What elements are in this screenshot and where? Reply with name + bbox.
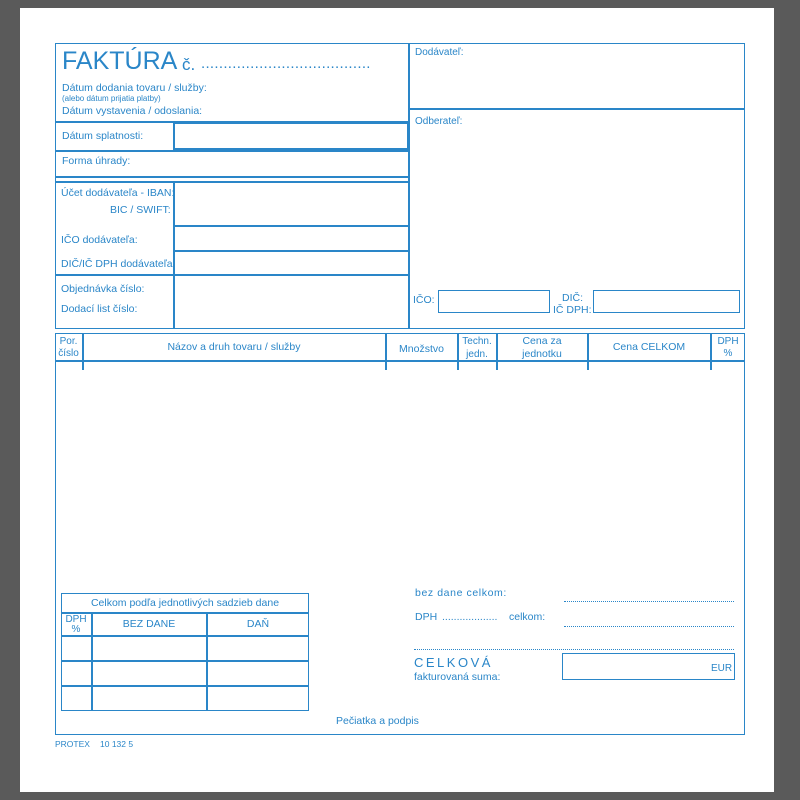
col-unit-header: Techn.	[462, 336, 492, 347]
row-divider	[61, 685, 309, 687]
invoice-form	[20, 8, 774, 792]
currency-label: EUR	[711, 663, 733, 674]
ico-supplier-label: IČO dodávateľa:	[61, 234, 138, 246]
iban-label: Účet dodávateľa - IBAN:	[61, 187, 175, 199]
divider	[409, 108, 745, 110]
vat-label: DPH	[415, 611, 438, 623]
form-code: 10 132 5	[100, 739, 134, 749]
col-name-header: Názov a druh tovaru / služby	[167, 341, 301, 353]
without-vat-line[interactable]	[564, 601, 734, 602]
col-total-header: Cena CELKOM	[612, 341, 686, 353]
divider	[55, 181, 409, 183]
delivery-note-label: Dodací list číslo:	[61, 303, 138, 315]
supplier-label: Dodávateľ:	[415, 47, 464, 58]
col-unit-header-2: jedn.	[466, 349, 488, 360]
vat-summary-title: Celkom podľa jednotlivých sadzieb dane	[90, 597, 280, 609]
col-por-header-2: číslo	[58, 348, 79, 359]
divider	[173, 181, 175, 329]
order-number-label: Objednávka číslo:	[61, 283, 145, 295]
due-date-field[interactable]	[173, 122, 409, 150]
vat-col-rate: DPH	[65, 614, 87, 625]
customer-label: Odberateľ:	[415, 116, 463, 127]
vat-col-rate-2: %	[71, 624, 81, 635]
divider	[55, 176, 409, 178]
divider	[55, 274, 409, 276]
col-por-header: Por.	[59, 336, 78, 347]
vat-summary-table	[61, 593, 309, 711]
invoice-number-label: č.	[182, 55, 196, 74]
row-divider	[61, 612, 309, 614]
grand-total-subtitle: fakturovaná suma:	[414, 671, 501, 683]
due-date-label: Dátum splatnosti:	[62, 130, 144, 142]
icdph-customer-label: IČ DPH:	[553, 304, 592, 316]
date-issue-label: Dátum vystavenia / odoslania:	[62, 105, 203, 117]
vat-rate-dots[interactable]: ...................	[442, 611, 498, 623]
dic-customer-label: DIČ:	[562, 292, 583, 304]
table-header-divider	[55, 360, 745, 362]
divider	[55, 150, 409, 152]
col-qty-header: Množstvo	[399, 343, 444, 355]
ico-customer-label: IČO:	[413, 294, 435, 306]
row-divider	[61, 635, 309, 637]
divider	[173, 225, 409, 227]
ico-customer-field[interactable]	[438, 290, 550, 313]
date-delivery-note: (alebo dátum prijatia platby)	[62, 94, 161, 103]
payment-form-label: Forma úhrady:	[62, 155, 131, 167]
dic-customer-field[interactable]	[593, 290, 740, 313]
vat-total-label: celkom:	[509, 611, 546, 623]
row-divider	[61, 660, 309, 662]
stamp-signature-label: Pečiatka a podpis	[336, 715, 419, 727]
grand-total-title: CELKOVÁ	[414, 655, 493, 670]
col-vat-header: DPH	[717, 336, 739, 347]
col-price-header: Cena za	[522, 335, 562, 347]
vat-col-base: BEZ DANE	[122, 618, 176, 630]
parties-block	[409, 43, 745, 329]
col-vat-header-2: %	[723, 348, 733, 359]
dic-supplier-label: DIČ/IČ DPH dodávateľa:	[61, 258, 176, 270]
printer-mark: PROTEX	[55, 739, 90, 749]
vat-col-tax: DAŇ	[246, 618, 270, 630]
grand-total-field[interactable]	[562, 653, 735, 680]
separator-line	[414, 649, 734, 650]
invoice-number-dots[interactable]: ......................................	[201, 55, 371, 72]
vat-total-line[interactable]	[564, 626, 734, 627]
col-price-header-2: jednotku	[522, 348, 562, 360]
divider	[173, 250, 409, 252]
without-vat-label: bez dane celkom:	[415, 587, 507, 599]
invoice-title: FAKTÚRA	[62, 47, 178, 75]
date-delivery-label: Dátum dodania tovaru / služby:	[62, 82, 207, 94]
bic-label: BIC / SWIFT:	[110, 204, 171, 216]
